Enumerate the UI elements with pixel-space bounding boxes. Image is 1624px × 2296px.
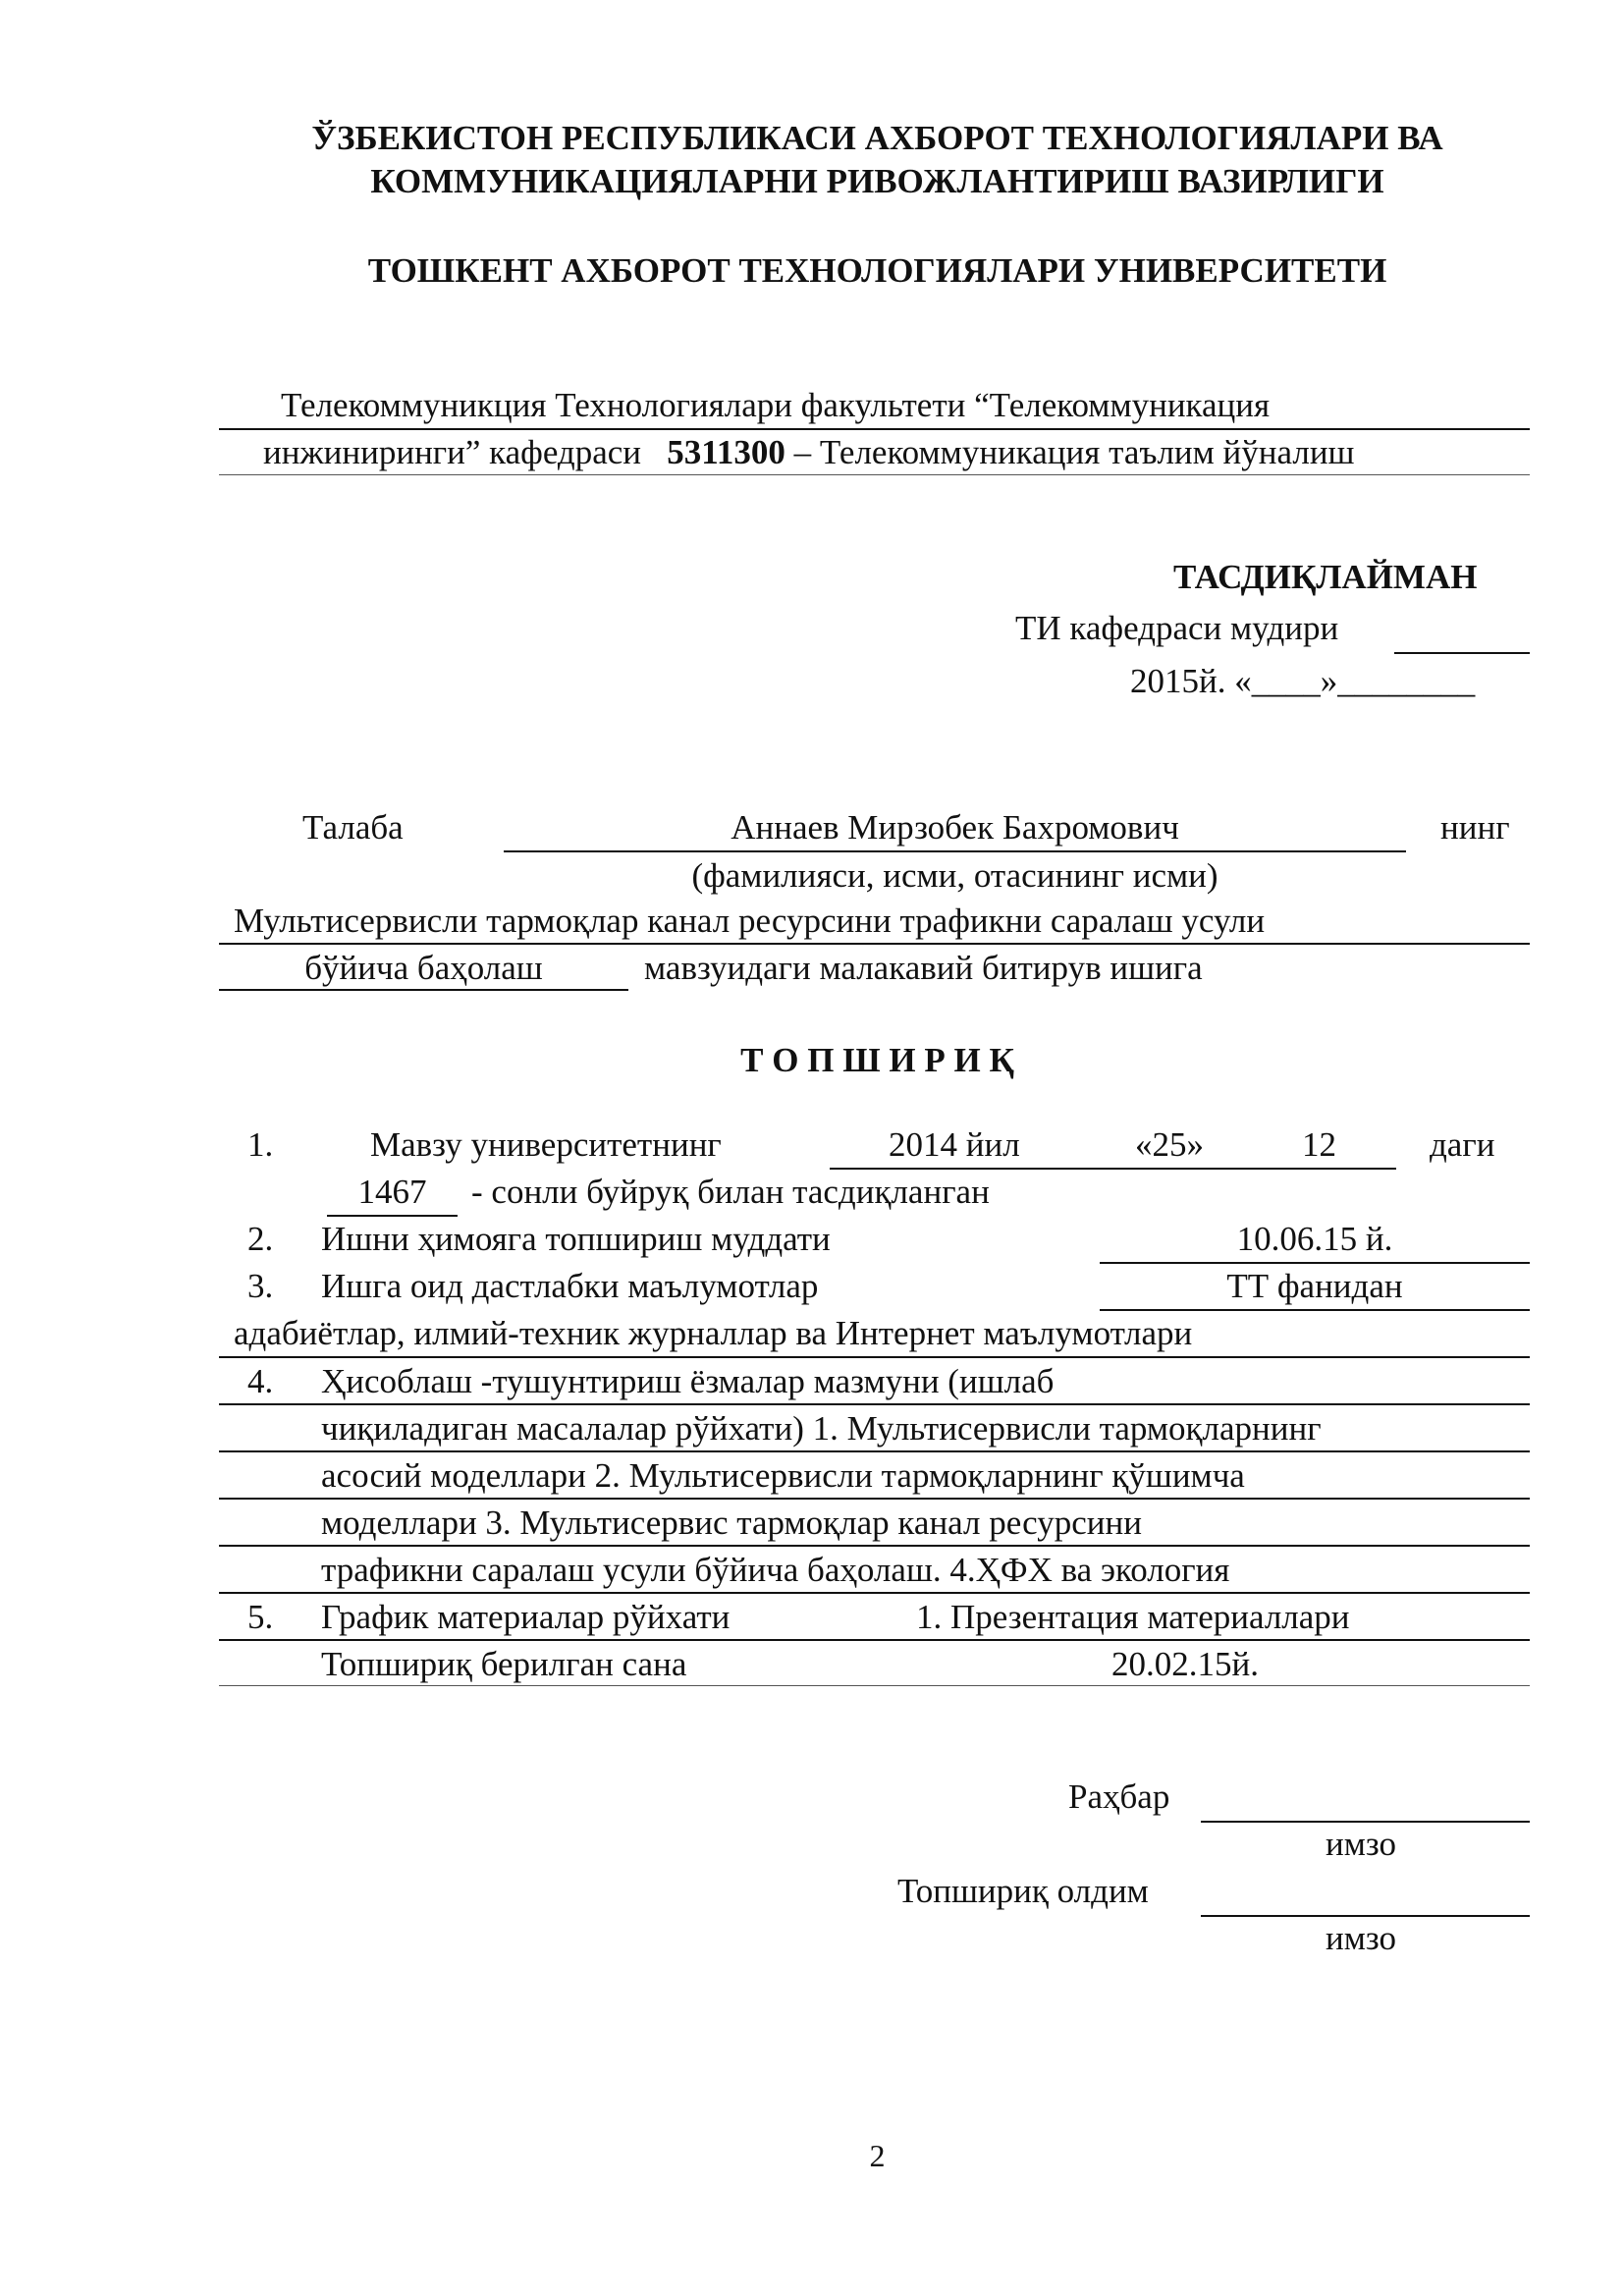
item-2-value: 10.06.15 й. [1236, 1220, 1393, 1258]
topic-line-2: бўйича баҳолаш [304, 949, 543, 987]
topic-underline-1 [219, 943, 1530, 945]
item-4-number: 4. [247, 1362, 274, 1400]
received-label: Топшириқ олдим [897, 1872, 1149, 1910]
item-3-label: Ишга оид дастлабки маълумотлар [321, 1267, 819, 1305]
topic-line-1: Мультисервисли тармоқлар канал ресурсини трафикни саралаш усули [234, 902, 1266, 940]
item-4-underline-4 [219, 1545, 1530, 1547]
faculty-line-2 [263, 433, 1355, 472]
item-1-day: «25» [1135, 1125, 1204, 1164]
issued-date-underline [219, 1685, 1530, 1686]
item-3-number: 3. [247, 1267, 274, 1305]
item-2-underline [1100, 1262, 1530, 1264]
supervisor-sign-caption: имзо [1326, 1825, 1396, 1863]
item-5-label: График материалар рўйхати [321, 1598, 731, 1636]
student-label: Талаба [302, 808, 404, 847]
faculty-underline-2 [219, 474, 1530, 475]
item-1-month: 12 [1302, 1125, 1336, 1164]
item-1-year: 2014 йил [889, 1125, 1020, 1164]
task-title: Т О П Ш И Р И Қ [740, 1041, 1014, 1079]
topic-tail: мавзуидаги малакавий битирув ишига [644, 949, 1203, 987]
issued-date-value: 20.02.15й. [1111, 1645, 1259, 1683]
item-3-line-2-underline [219, 1356, 1530, 1358]
item-4-underline-1 [219, 1403, 1530, 1405]
item-1-order-text: - сонли буйруқ билан тасдиқланган [471, 1173, 990, 1211]
item-1-suffix: даги [1430, 1125, 1495, 1164]
dept-head-signature-line [1394, 652, 1530, 654]
faculty-code: 5311300 [667, 433, 785, 471]
topic-underline-2 [219, 989, 628, 991]
faculty-line-1: Телекоммуникция Технологиялари факультети “Телекоммуникация [281, 386, 1271, 424]
issued-date-label: Топшириқ берилган сана [321, 1645, 687, 1683]
item-1-order-underline [327, 1215, 458, 1217]
dept-head-label: ТИ кафедраси мудири [1015, 609, 1339, 647]
approve-date: 2015й. «____»________ [1130, 662, 1476, 700]
item-1-date-underline [830, 1168, 1396, 1170]
supervisor-label: Раҳбар [1068, 1777, 1170, 1816]
student-name: Аннаев Мирзобек Бахромович [731, 808, 1179, 847]
item-4-underline-2 [219, 1450, 1530, 1452]
university-name: ТОШКЕНТ АХБОРОТ ТЕХНОЛОГИЯЛАРИ УНИВЕРСИТЕТИ [367, 251, 1387, 290]
item-4-line-5: трафикни саралаш усули бўйича баҳолаш. 4.ҲФХ ва экология [321, 1551, 1230, 1589]
student-name-caption: (фамилияси, исми, отасининг исми) [691, 856, 1218, 895]
received-signature-line [1201, 1915, 1530, 1917]
student-name-underline [504, 850, 1406, 852]
item-1-order-number: 1467 [357, 1173, 427, 1211]
item-3-line-2: адабиётлар, илмий-техник журналлар ва Интернет маълумотлари [234, 1314, 1193, 1352]
item-3-value: ТТ фанидан [1226, 1267, 1403, 1305]
item-5-number: 5. [247, 1598, 274, 1636]
item-1-label: Мавзу университетнинг [370, 1125, 722, 1164]
item-1-number: 1. [247, 1125, 274, 1164]
item-2-number: 2. [247, 1220, 274, 1258]
supervisor-signature-line [1201, 1821, 1530, 1823]
item-4-line-1: Ҳисоблаш -тушунтириш ёзмалар мазмуни (ишлаб [321, 1362, 1055, 1400]
item-4-line-3: асосий моделлари 2. Мультисервисли тармоқларнинг қўшимча [321, 1456, 1245, 1495]
faculty-dept: инжиниринги” кафедраси [263, 433, 642, 471]
item-4-underline-5 [219, 1592, 1530, 1594]
ministry-line-1: ЎЗБЕКИСТОН РЕСПУБЛИКАСИ АХБОРОТ ТЕХНОЛОГИЯЛАРИ ВА [311, 119, 1443, 157]
item-2-label: Ишни ҳимояга топшириш муддати [321, 1220, 831, 1258]
faculty-direction: – Телекоммуникация таълим йўналиш [793, 433, 1355, 471]
approve-title: ТАСДИҚЛАЙМАН [1173, 558, 1478, 596]
student-suffix: нинг [1440, 808, 1510, 847]
item-5-underline [219, 1639, 1530, 1641]
received-sign-caption: имзо [1326, 1919, 1396, 1957]
item-5-value: 1. Презентация материаллари [916, 1598, 1350, 1636]
page-number: 2 [869, 2138, 886, 2173]
item-4-line-4: моделлари 3. Мультисервис тармоқлар канал ресурсини [321, 1503, 1142, 1542]
faculty-underline-1 [219, 428, 1530, 430]
ministry-line-2: КОММУНИКАЦИЯЛАРНИ РИВОЖЛАНТИРИШ ВАЗИРЛИГИ [370, 162, 1384, 200]
item-3-underline [1100, 1309, 1530, 1311]
item-4-underline-3 [219, 1498, 1530, 1500]
item-4-line-2: чиқиладиган масалалар рўйхати) 1. Мультисервисли тармоқларнинг [321, 1409, 1322, 1448]
